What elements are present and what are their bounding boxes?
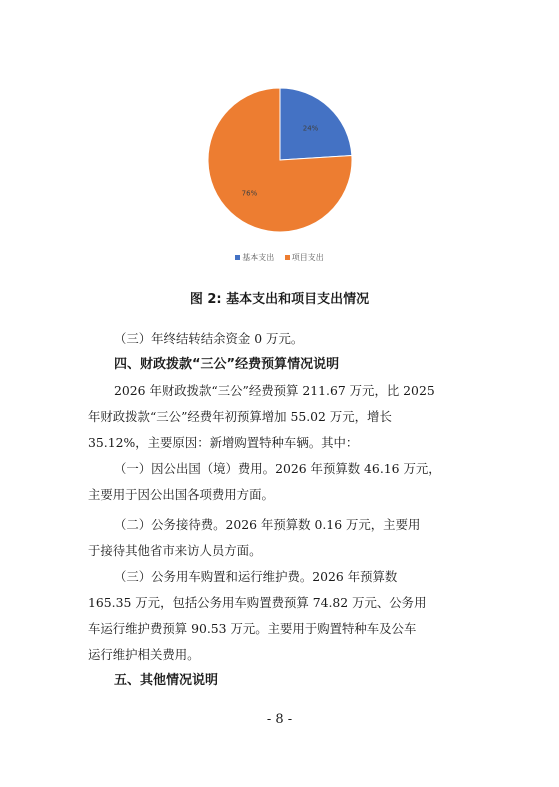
heading-5 xyxy=(88,668,506,694)
pie-chart-svg xyxy=(200,80,360,240)
paragraph-2 xyxy=(88,456,480,508)
legend-item-project xyxy=(285,252,324,263)
pie-data-label: 76% xyxy=(241,189,258,198)
page-number: - 8 - xyxy=(266,712,293,727)
chart-legend xyxy=(0,252,559,263)
heading-4 xyxy=(88,352,506,378)
paragraph-2-line: 主要用于因公出国各项费用方面。 xyxy=(88,487,274,502)
paragraph-4-line: 运行维护相关费用。 xyxy=(88,647,200,662)
legend-label-project: 项目支出 xyxy=(291,253,324,262)
legend-item-basic xyxy=(235,252,274,263)
paragraph-4 xyxy=(88,564,480,668)
paragraph-3-line: 于接待其他省市来访人员方面。 xyxy=(88,543,262,558)
heading-5-text: 五、其他情况说明 xyxy=(114,673,219,688)
pie-chart xyxy=(200,80,360,240)
paragraph-4-line: 车运行维护费预算 90.53 万元。主要用于购置特种车及公车 xyxy=(88,621,417,636)
paragraph-1-line: 年财政拨款“三公”经费年初预算增加 55.02 万元，增长 xyxy=(88,409,392,424)
heading-4-text: 四、财政拨款“三公”经费预算情况说明 xyxy=(114,357,340,372)
paragraph-3 xyxy=(88,512,480,564)
paragraph-1-line: 2026 年财政拨款“三公”经费预算 211.67 万元，比 2025 xyxy=(114,383,435,398)
section-3-line: （三）年终结转结余资金 0 万元。 xyxy=(114,331,304,346)
paragraph-4-line: 165.35 万元，包括公务用车购置费预算 74.82 万元、公务用 xyxy=(88,595,427,610)
legend-swatch-project xyxy=(285,255,290,260)
legend-label-basic: 基本支出 xyxy=(242,253,275,262)
paragraph-4-line: （三）公务用车购置和运行维护费。2026 年预算数 xyxy=(114,569,398,584)
paragraph-3-line: （二）公务接待费。2026 年预算数 0.16 万元，主要用 xyxy=(114,517,421,532)
section-3-text xyxy=(88,326,506,352)
paragraph-1-line: 35.12%，主要原因：新增购置特种车辆。其中： xyxy=(88,435,359,450)
paragraph-1 xyxy=(88,378,480,456)
pie-data-label: 24% xyxy=(302,124,319,133)
paragraph-2-line: （一）因公出国（境）费用。2026 年预算数 46.16 万元， xyxy=(114,461,441,476)
legend-swatch-basic xyxy=(235,255,240,260)
figure-caption: 图 2: 基本支出和项目支出情况 xyxy=(189,292,370,307)
